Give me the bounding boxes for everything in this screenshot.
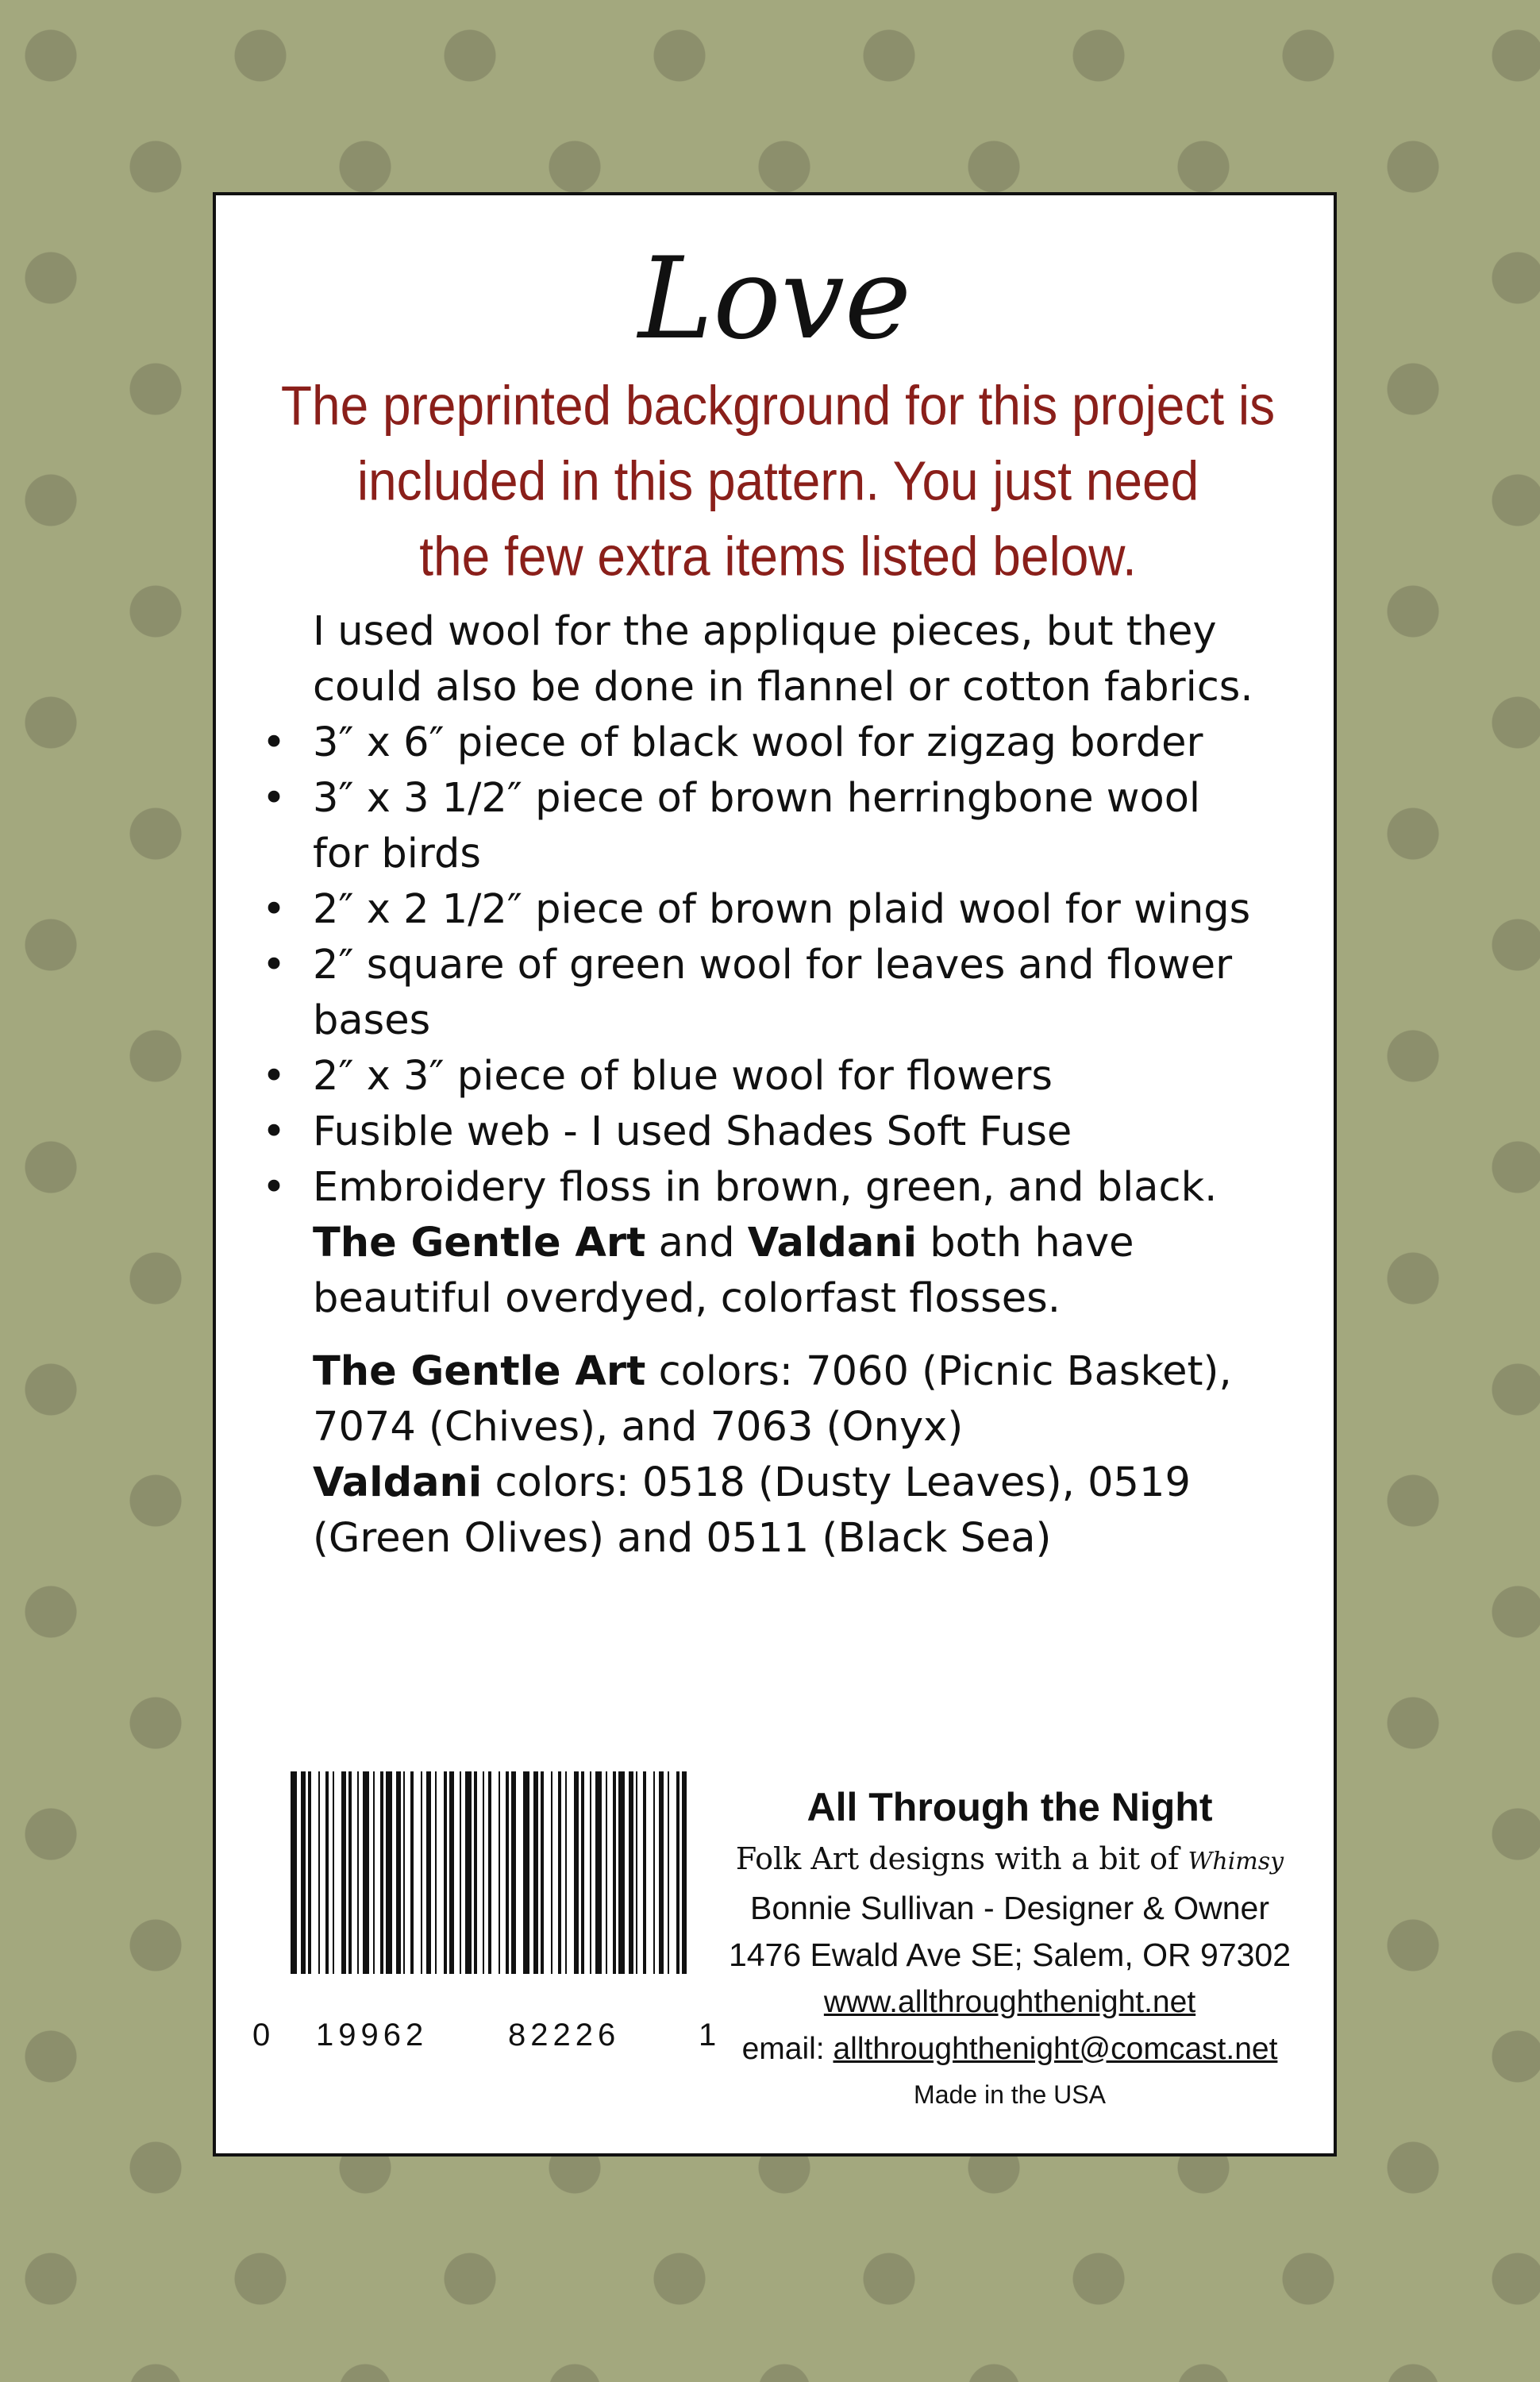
wool-note [256,604,1335,715]
valdani-colors-line: (Green Olives) and 0511 (Black Sea) [313,1515,1052,1562]
website-link[interactable] [708,1979,1311,2025]
floss-colors [256,1344,1335,1567]
company-tagline [708,1835,1311,1885]
materials-list [256,715,1335,1327]
brand-gentle-art: The Gentle Art [313,1220,646,1266]
bullet-icon: • [262,1053,287,1100]
designer-line: Bonnie Sullivan - Designer & Owner [749,1890,1270,1926]
color-text: colors: 0518 (Dusty Leaves), 0519 [482,1459,1191,1506]
list-item [256,1160,1335,1327]
bullet-icon: • [262,886,287,933]
list-item-line: 2″ square of green wool for leaves and flower [313,942,1233,989]
wool-note-line: I used wool for the applique pieces, but they [313,608,1217,655]
barcode-digit-group: 19962 [316,2018,429,2052]
email-label: email: [741,2032,825,2066]
barcode-digit: 1 [699,2018,717,2052]
list-item-line: 2″ x 2 1/2″ piece of brown plaid wool for wings [313,886,1251,933]
bullet-icon: • [262,1164,287,1211]
pattern-back-card [213,192,1337,2157]
list-item-line: bases [313,997,431,1044]
tagline-accent: Whimsy [1188,1848,1284,1875]
website-url[interactable]: www.allthroughthenight.net [823,1985,1196,2019]
barcode-digit: 0 [252,2018,271,2052]
list-item [256,1049,1335,1104]
gentle-art-colors-line: 7074 (Chives), and 7063 (Onyx) [313,1404,964,1451]
list-item [256,882,1335,938]
valdani-colors-line [313,1455,1335,1511]
list-item-line: 3″ x 3 1/2″ piece of brown herringbone wool [313,775,1201,822]
connector-text: and [645,1220,748,1266]
list-item [256,938,1335,1049]
list-item-line: 2″ x 3″ piece of blue wool for flowers [313,1053,1053,1100]
company-name: All Through the Night [807,1785,1213,1829]
list-item-line: Embroidery floss in brown, green, and black. [313,1164,1218,1211]
made-in-label: Made in the USA [914,2080,1106,2109]
list-item-line: beautiful overdyed, colorfast flosses. [313,1275,1061,1322]
list-item-line: Fusible web - I used Shades Soft Fuse [313,1108,1072,1155]
intro-line: The preprinted background for this project is [280,375,1276,437]
list-item-line: 3″ x 6″ piece of black wool for zigzag border [313,719,1203,766]
intro-line: included in this pattern. You just need [356,450,1199,512]
brand-gentle-art: The Gentle Art [313,1348,646,1395]
bullet-icon: • [262,1108,287,1155]
bullet-icon: • [262,719,287,766]
color-text: colors: 7060 (Picnic Basket), [645,1348,1232,1395]
pattern-title: Love [637,233,912,364]
list-item [256,1104,1335,1160]
list-item [256,715,1335,771]
bullet-icon: • [262,775,287,822]
barcode-number [252,2018,717,2057]
brand-valdani: Valdani [313,1459,483,1506]
list-item-line [313,1216,1335,1271]
wool-note-line: could also be done in flannel or cotton fabrics. [313,664,1253,711]
list-item-line: for birds [313,831,481,877]
list-item [256,771,1335,882]
barcode-icon [287,1771,692,1974]
email-line [708,2025,1311,2072]
email-link[interactable]: allthroughthenight@comcast.net [833,2032,1278,2066]
company-info [708,1779,1311,2117]
gentle-art-colors-line [313,1344,1335,1400]
address-line: 1476 Ewald Ave SE; Salem, OR 97302 [728,1937,1292,1973]
brand-valdani: Valdani [747,1220,918,1266]
barcode-digit-group: 82226 [508,2018,621,2052]
connector-text: both have [917,1220,1134,1266]
intro-line: the few extra items listed below. [419,526,1137,588]
intro-text [248,368,1308,595]
bullet-icon: • [262,942,287,989]
tagline-text: Folk Art designs with a bit of [735,1841,1180,1876]
supplies-section [256,604,1335,1567]
